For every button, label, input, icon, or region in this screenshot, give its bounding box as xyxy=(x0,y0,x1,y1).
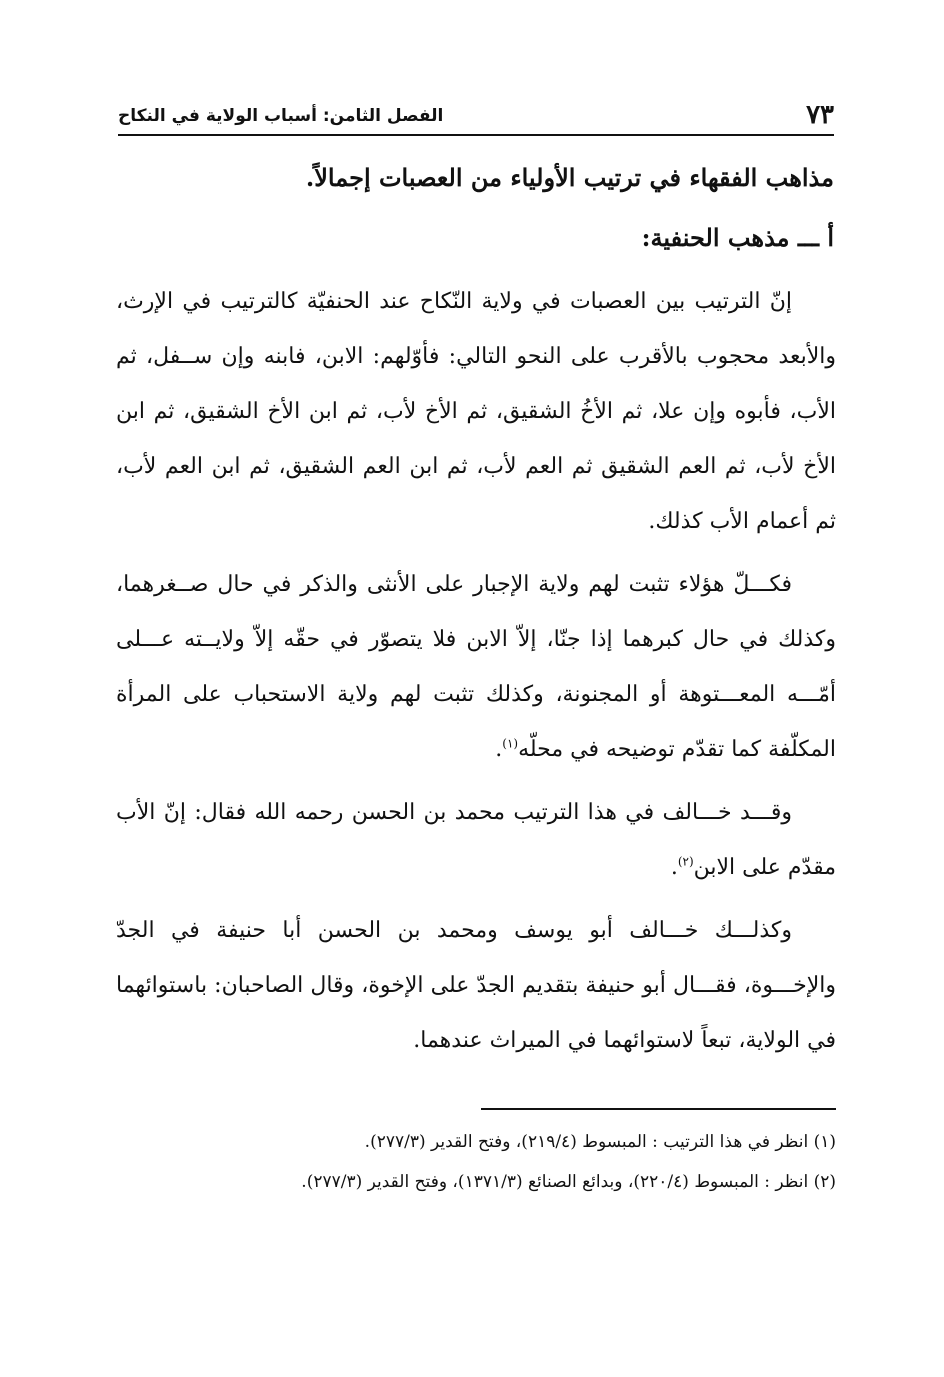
paragraph-text: إنّ الترتيب بين العصبات في ولاية النّكاح عند الحنفيّة كالترتيب في الإرث، والأبعد محجوب بالأقرب على النحو التالي: فأوّلهم: الابن، فابنه وإن ســفل، ثم الأب، فأبوه وإن علا، ثم الأخُ الشقيق، ثم الأخ لأب، ثم ابن الأخ الشقيق، ثم ابن الأخ لأب، ثم العم الشقيق ثم العم لأب، ثم ابن العم الشقيق، ثم ابن العم لأب، ثم أعمام الأب كذلك. xyxy=(116,289,836,534)
footnote-2: (٢) انظر : المبسوط (٢٢٠/٤)، وبدائع الصنائع (١٣٧١/٣)، وفتح القدير (٢٧٧/٣). xyxy=(301,1172,836,1192)
paragraph-text: وقـــد خـــالف في هذا الترتيب محمد بن الحسن رحمه الله فقال: إنّ الأب مقدّم على الابن xyxy=(116,800,836,880)
body-text xyxy=(116,274,836,1076)
footnote-divider xyxy=(481,1108,836,1110)
footnotes xyxy=(116,1122,836,1202)
paragraph-text: فكـــلّ هؤلاء تثبت لهم ولاية الإجبار على الأنثى والذكر في حال صــغرهما، وكذلك في حال كبرهما إذا جنّا، إلاّ الابن فلا يتصوّر في حقّه إلاّ ولايــته عـــلى أمّـــه المعـــتوهة أو المجنونة، وكذلك تثبت لهم ولاية الاستحباب على المرأة المكلّفة كما تقدّم توضيحه في محلّه xyxy=(116,572,836,762)
page-number: ٧٣ xyxy=(806,100,834,130)
paragraph-2 xyxy=(116,557,836,777)
footnote-1: (١) انظر في هذا الترتيب : المبسوط (٢١٩/٤)، وفتح القدير (٢٧٧/٣). xyxy=(364,1132,836,1152)
paragraph-1 xyxy=(116,274,836,549)
paragraph-tail: . xyxy=(670,855,678,880)
section-heading: مذاهب الفقهاء في ترتيب الأولياء من العصبات إجمالاً. xyxy=(305,163,834,192)
chapter-title: الفصل الثامن: أسباب الولاية في النكاح xyxy=(118,106,444,126)
footnote-ref-1[interactable]: (١) xyxy=(502,736,519,751)
paragraph-3 xyxy=(116,785,836,895)
paragraph-text: وكذلـــك خـــالف أبو يوسف ومحمد بن الحسن أبا حنيفة في الجدّ والإخـــوة، فقـــال أبو حنيفة بتقديم الجدّ على الإخوة، وقال الصاحبان: باستوائهما في الولاية، تبعاً لاستوائهما في الميراث عندهما. xyxy=(116,918,836,1053)
sub-heading: أ ـــ مذهب الحنفية: xyxy=(641,223,834,252)
footnote-ref-2[interactable]: (٢) xyxy=(677,854,694,869)
paragraph-4 xyxy=(116,903,836,1068)
paragraph-tail: . xyxy=(495,737,503,762)
running-header xyxy=(118,100,834,136)
